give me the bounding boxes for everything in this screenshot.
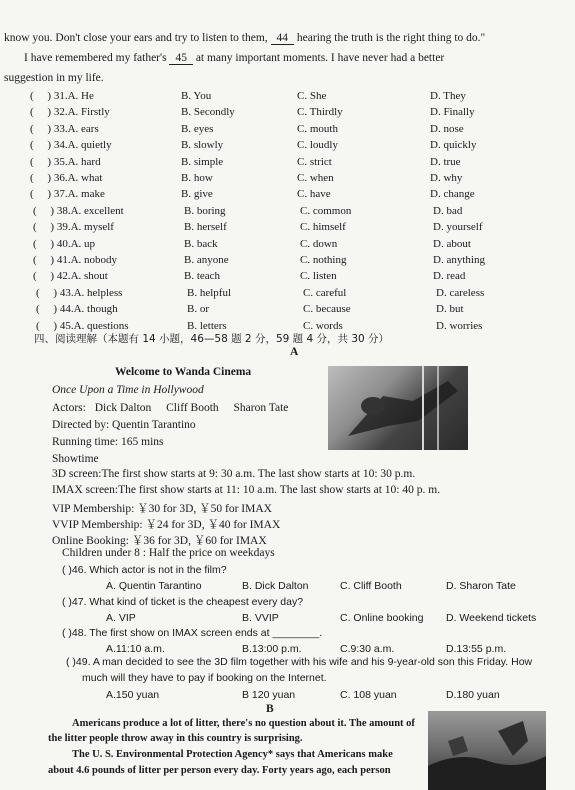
intro-text: at many important moments. I have never had a better: [195, 52, 445, 64]
cloze-option-b: B. back: [184, 237, 218, 250]
answer-option-d[interactable]: D.180 yuan: [446, 689, 500, 701]
actor-name: Dick Dalton: [94, 402, 152, 414]
cloze-option-c: C. She: [297, 90, 327, 102]
cloze-option-a: ( ) 33.A. ears: [30, 122, 99, 135]
film-title: Once Upon a Time in Hollywood: [52, 384, 204, 396]
cloze-option-d: D. They: [430, 90, 466, 102]
question-stem: ( )48. The first show on IMAX screen ends at ________.: [62, 627, 323, 639]
cloze-option-d: D. quickly: [430, 139, 477, 152]
litter-photo: [428, 711, 546, 790]
part-a-label: A: [290, 346, 299, 358]
cloze-option-d: D. worries: [436, 319, 483, 332]
cloze-option-a: ( ) 32.A. Firstly: [30, 106, 110, 119]
cloze-option-b: B. You: [181, 90, 212, 102]
cloze-option-b: B. simple: [181, 155, 224, 168]
blank-45: 45: [169, 52, 193, 65]
cloze-option-c: C. mouth: [297, 122, 338, 135]
answer-option-a[interactable]: A.11:10 a.m.: [106, 643, 165, 655]
cloze-option-c: C. common: [300, 204, 352, 217]
actor-name: Cliff Booth: [166, 402, 219, 414]
cloze-option-b: B. herself: [184, 221, 227, 234]
litter-scene-image: [428, 711, 546, 790]
answer-option-b[interactable]: B.13:00 p.m.: [242, 643, 302, 655]
online-line: Online Booking: ￥36 for 3D, ￥60 for IMAX: [52, 535, 267, 547]
movie-photo: [328, 366, 468, 450]
section-heading: 四、阅读理解（本题有 14 小题，46—58 题 2 分，59 题 4 分，共 30 分）: [34, 333, 390, 345]
answer-option-c[interactable]: C.9:30 a.m.: [340, 643, 395, 655]
cloze-option-a: ( ) 35.A. hard: [30, 155, 101, 168]
answer-option-b[interactable]: B 120 yuan: [242, 689, 296, 701]
cloze-option-d: D. anything: [433, 254, 485, 266]
children-line: Children under 8 : Half the price on weekdays: [62, 547, 275, 559]
cloze-option-b: B. Secondly: [181, 106, 235, 119]
passage-b-line-3: The U. S. Environmental Protection Agency* says that Americans make: [72, 749, 393, 760]
cloze-option-d: D. true: [430, 155, 461, 168]
cloze-option-c: C. Thirdly: [297, 106, 343, 119]
cloze-option-a: ( ) 41.A. nobody: [33, 254, 118, 266]
cloze-option-d: D. but: [436, 303, 464, 316]
cloze-option-d: D. about: [433, 237, 471, 250]
answer-option-d[interactable]: D. Weekend tickets: [446, 612, 537, 624]
cloze-option-d: D. Finally: [430, 106, 475, 119]
cloze-option-b: B. slowly: [181, 139, 224, 152]
answer-option-c[interactable]: C. 108 yuan: [340, 689, 397, 701]
cloze-option-c: C. himself: [300, 221, 346, 234]
cloze-option-a: ( ) 34.A. quietly: [30, 139, 112, 152]
imax-line: IMAX screen:The first show starts at 11: 10 a.m. The last show starts at 10: 40 p. m.: [52, 484, 441, 496]
cloze-option-b: B. give: [181, 188, 213, 201]
question-stem: ( )47. What kind of ticket is the cheapest every day?: [62, 596, 304, 608]
showtime-label: Showtime: [52, 453, 99, 465]
passage-title: Welcome to Wanda Cinema: [115, 366, 252, 378]
cloze-option-b: B. eyes: [181, 122, 214, 135]
passage-b-line-4: about 4.6 pounds of litter per person every day. Forty years ago, each person: [48, 765, 391, 776]
cloze-option-d: D. read: [433, 270, 466, 283]
cloze-option-d: D. nose: [430, 122, 464, 135]
cloze-option-a: ( ) 36.A. what: [30, 172, 103, 184]
passage-b-line-1: Americans produce a lot of litter, there's no question about it. The amount of: [72, 718, 415, 729]
answer-option-d[interactable]: D.13:55 p.m.: [446, 643, 507, 655]
cloze-option-a: ( ) 38.A. excellent: [33, 204, 124, 217]
part-b-label: B: [266, 703, 274, 715]
cloze-option-b: B. boring: [184, 204, 226, 217]
question-stem: ( )46. Which actor is not in the film?: [62, 564, 227, 576]
cloze-option-c: C. listen: [300, 270, 337, 283]
screen-3d-line: 3D screen:The first show starts at 9: 30 a.m. The last show starts at 10: 30 p.m.: [52, 468, 416, 480]
cloze-option-b: B. anyone: [184, 254, 229, 266]
cloze-option-d: D. careless: [436, 286, 485, 299]
cloze-option-c: C. words: [303, 319, 343, 332]
cloze-option-a: ( ) 42.A. shout: [33, 270, 108, 283]
actors-label: Actors:: [52, 402, 86, 414]
actors-line: [52, 402, 288, 414]
cloze-option-c: C. careful: [303, 286, 347, 299]
cloze-option-c: C. when: [297, 172, 334, 184]
answer-option-c[interactable]: C. Online booking: [340, 612, 424, 624]
cloze-option-a: ( ) 37.A. make: [30, 188, 105, 201]
intro-line-2: [24, 52, 444, 65]
cloze-option-a: ( ) 44.A. though: [36, 303, 118, 316]
director-line: Directed by: Quentin Tarantino: [52, 419, 196, 431]
intro-text: know you. Don't close your ears and try to listen to them,: [4, 32, 268, 44]
vvip-line: VVIP Membership: ￥24 for 3D, ￥40 for IMAX: [52, 519, 281, 531]
cloze-option-d: D. bad: [433, 204, 463, 217]
answer-option-d[interactable]: D. Sharon Tate: [446, 580, 516, 592]
question-stem-cont: much will they have to pay if booking on the Internet.: [82, 672, 327, 684]
cloze-option-b: B. helpful: [187, 286, 231, 299]
movie-scene-image: [328, 366, 468, 450]
vip-line: VIP Membership: ￥30 for 3D, ￥50 for IMAX: [52, 503, 272, 515]
answer-option-a[interactable]: A. Quentin Tarantino: [106, 580, 202, 592]
answer-option-a[interactable]: A. VIP: [106, 612, 136, 624]
cloze-option-d: D. yourself: [433, 221, 483, 234]
running-time: Running time: 165 mins: [52, 436, 164, 448]
cloze-option-a: ( ) 40.A. up: [33, 237, 96, 250]
cloze-option-a: ( ) 31.A. He: [30, 90, 94, 102]
cloze-option-b: B. or: [187, 303, 209, 316]
answer-option-a[interactable]: A.150 yuan: [106, 689, 160, 701]
cloze-option-b: B. letters: [187, 319, 227, 332]
cloze-option-c: C. have: [297, 188, 331, 201]
cloze-option-c: C. loudly: [297, 139, 338, 152]
actor-name: Sharon Tate: [233, 402, 289, 414]
intro-text: I have remembered my father's: [24, 52, 167, 64]
answer-option-b[interactable]: B. VVIP: [242, 612, 279, 624]
cloze-option-c: C. strict: [297, 155, 332, 168]
intro-text: hearing the truth is the right thing to do.": [296, 32, 486, 44]
blank-44: 44: [271, 32, 295, 45]
answer-option-c[interactable]: C. Cliff Booth: [340, 580, 402, 592]
question-stem: ( )49. A man decided to see the 3D film together with his wife and his 9-year-old son this Friday. How: [66, 656, 533, 668]
intro-line-1: [4, 32, 485, 45]
cloze-option-d: D. why: [430, 172, 463, 184]
intro-line-3: suggestion in my life.: [4, 72, 104, 84]
passage-b-line-2: the litter people throw away in this country is surprising.: [48, 733, 303, 744]
cloze-option-b: B. how: [181, 172, 213, 184]
cloze-option-c: C. because: [303, 303, 351, 316]
answer-option-b[interactable]: B. Dick Dalton: [242, 580, 309, 592]
cloze-option-d: D. change: [430, 188, 475, 201]
cloze-option-a: ( ) 43.A. helpless: [36, 286, 123, 299]
cloze-option-c: C. nothing: [300, 254, 347, 266]
cloze-option-b: B. teach: [184, 270, 221, 283]
cloze-option-c: C. down: [300, 237, 338, 250]
cloze-option-a: ( ) 39.A. myself: [33, 221, 114, 234]
cloze-option-a: ( ) 45.A. questions: [36, 319, 129, 332]
